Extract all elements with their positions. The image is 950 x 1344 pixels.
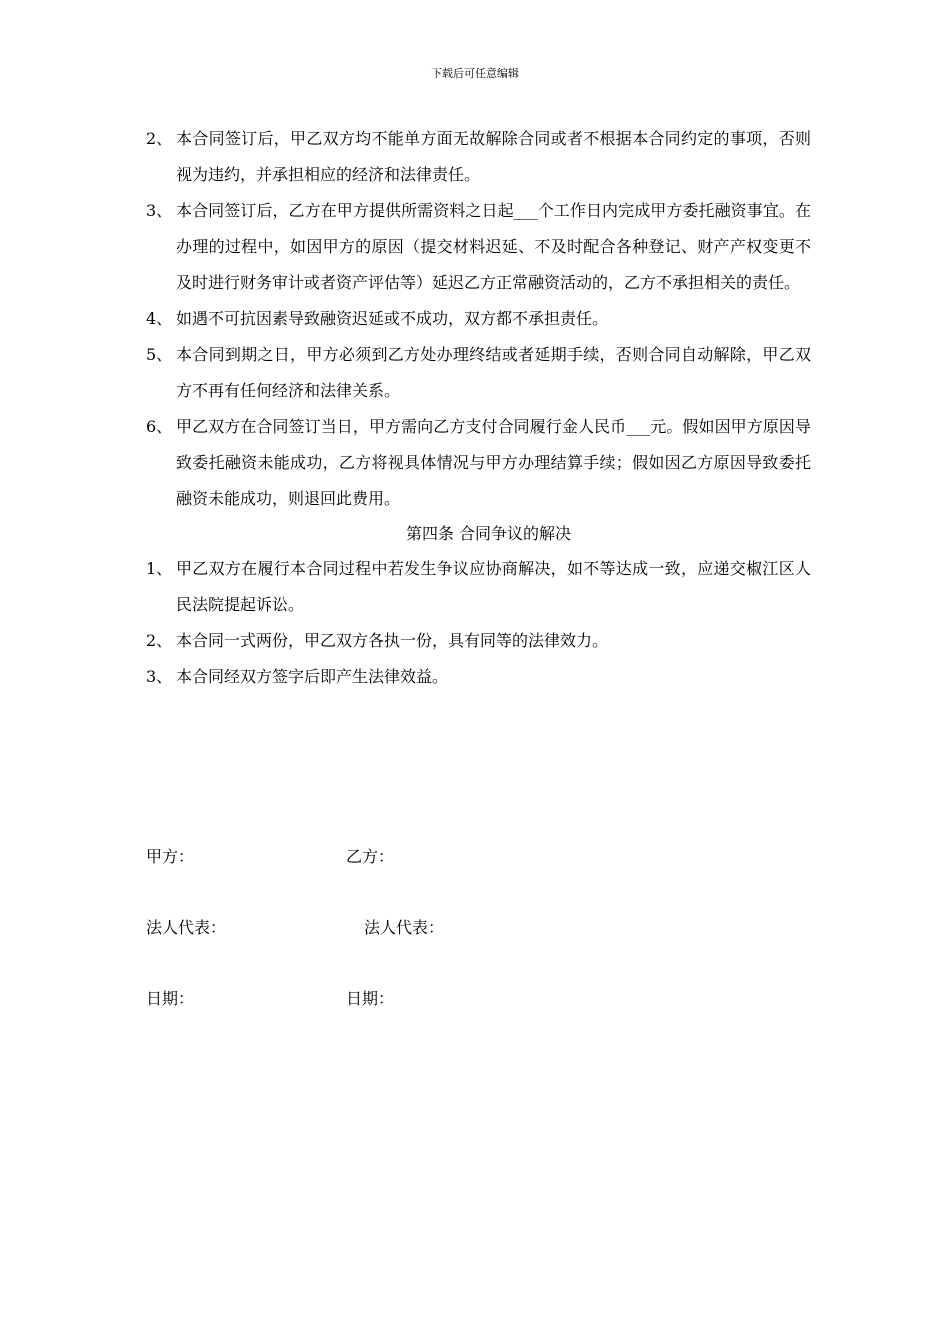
clause-text: 本合同签订后，乙方在甲方提供所需资料之日起___个工作日内完成甲方委托融资事宜。在办理的过程中，如因甲方的原因（提交材料迟延、不及时配合各种登记、财产产权变更不及时进行财务审计或者资产评估等）延迟乙方正常融资活动的，乙方不承担相关的责任。 [176, 201, 811, 292]
clause-text: 本合同签订后，甲乙双方均不能单方面无故解除合同或者不根据本合同约定的事项，否则视为违约，并承担相应的经济和法律责任。 [176, 129, 811, 184]
clause-item [146, 121, 811, 193]
section-title: 第四条 合同争议的解决 [405, 524, 572, 543]
clause-number: 3、 [146, 201, 173, 220]
rep-a-label: 法人代表： [146, 918, 227, 937]
page-header-note: 下载后可任意编辑 [431, 67, 519, 80]
clause-text: 本合同经双方签字后即产生法律效益。 [176, 667, 449, 686]
rep-b-label: 法人代表： [364, 918, 445, 937]
clause-item [146, 301, 811, 337]
clause-text: 如遇不可抗因素导致融资迟延或不成功，双方都不承担责任。 [176, 309, 609, 328]
clause-number: 3、 [146, 667, 173, 686]
clause-number: 6、 [146, 417, 173, 436]
clause-item [146, 659, 811, 695]
clause-number: 2、 [146, 129, 173, 148]
signature-row-date [146, 982, 646, 1053]
clause-text: 本合同到期之日，甲方必须到乙方处办理终结或者延期手续，否则合同自动解除，甲乙双方不再有任何经济和法律关系。 [176, 345, 811, 400]
clause-item [146, 337, 811, 409]
clause-item [146, 193, 811, 301]
clause-item [146, 551, 811, 623]
party-a-label: 甲方： [146, 847, 195, 866]
clause-number: 4、 [146, 309, 173, 328]
signature-block [146, 840, 646, 1053]
date-a-label: 日期： [146, 989, 195, 1008]
signature-row-representative [146, 911, 646, 982]
clause-text: 甲乙双方在合同签订当日，甲方需向乙方支付合同履行金人民币___元。假如因甲方原因导致委托融资未能成功，乙方将视具体情况与甲方办理结算手续；假如因乙方原因导致委托融资未能成功，则退回此费用。 [176, 417, 811, 508]
date-b-label: 日期： [346, 989, 395, 1008]
clause-text: 本合同一式两份，甲乙双方各执一份，具有同等的法律效力。 [176, 631, 609, 650]
party-b-label: 乙方： [346, 847, 395, 866]
contract-body [146, 121, 811, 695]
clause-item [146, 409, 811, 517]
clause-number: 5、 [146, 345, 173, 364]
clause-number: 2、 [146, 631, 173, 650]
clause-number: 1、 [146, 559, 173, 578]
clause-text: 甲乙双方在履行本合同过程中若发生争议应协商解决，如不等达成一致，应递交椒江区人民法院提起诉讼。 [176, 559, 811, 614]
signature-row-party [146, 840, 646, 911]
clause-item [146, 623, 811, 659]
